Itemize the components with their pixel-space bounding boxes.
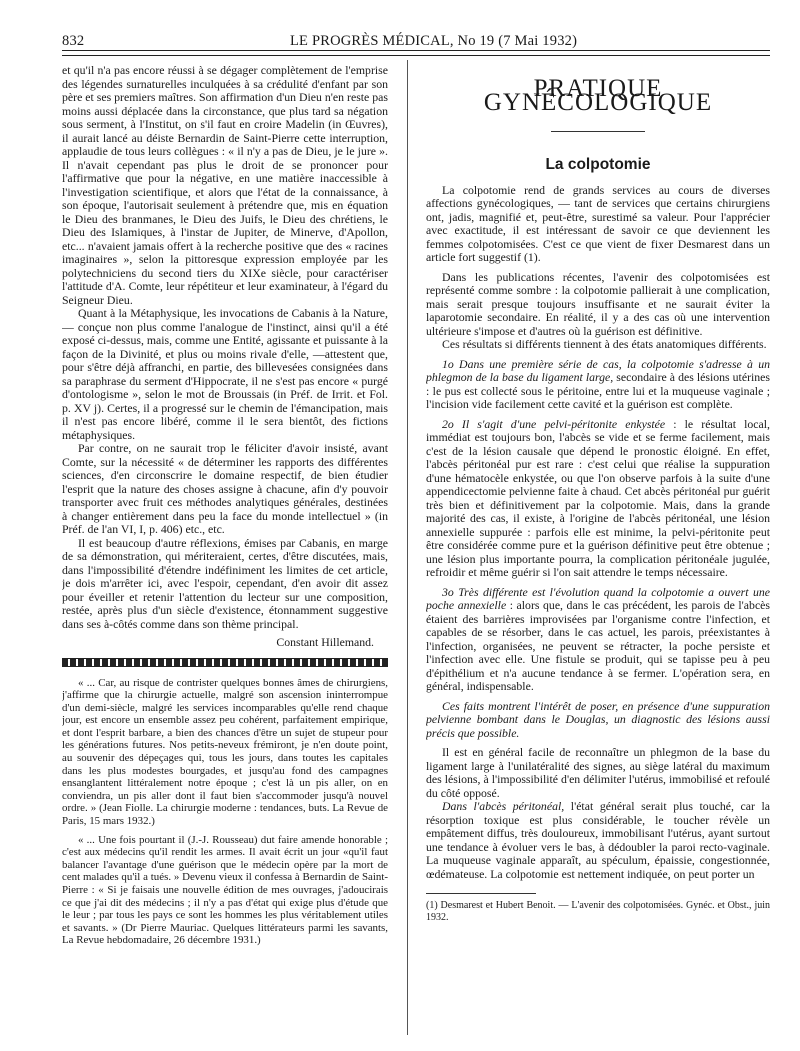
- quote-mauriac: « ... Une fois pourtant il (J.-J. Rousseau) dut faire amende honorable ; c'est aux médecins qu'il rendit les armes. Il avait écrit un jour «qu'il faut balancer l'avantage d'une guérison que le médecin opère par la mort de cent malades qu'il a tués. » Devenu vieux il confessa à Bernardin de Saint-Pierre : « Si je faisais une nouvelle édition de mes ouvrages, j'adoucirais ce que j'ai dit des médecins ; il n'y a pas d'état qui exige plus d'étude que le leur ; par tous les pays ce sont les hommes les plus véritablement utiles et savants. » (Dr Pierre Mauriac. Quelques littérateurs parmi les savants, La Revue hebdomadaire, 26 décembre 1931.): [62, 833, 388, 947]
- right-paragraph-7: [426, 700, 770, 741]
- quote-fiolle: « ... Car, au risque de contrister quelques bonnes âmes de chirurgiens, j'affirme que la chirurgie actuelle, malgré son ascension ininterrompue d'un demi-siècle, malgré les services incomparables qu'elle rend chaque jour, est encore un ensemble assez peu cohérent, parfaitement empirique, et dont l'esprit barbare, a bien des chances d'être un sujet de stupeur pour les générations futures. Nos petits-neveux frémiront, je n'en doute point, au souvenir des dépeçages qui, tous les jours, dans toutes les capitales dans les plus modestes bourgades, et jusqu'au fond des campagnes ensanglantent littéralement notre époque ; c'est là un pis aller, on en conviendra, un pis aller dont il faut bien s'accommoder jusqu'à nouvel ordre. » (Jean Fiolle. La chirurgie moderne : tendances, buts. La Revue de Paris, 15 mars 1932.): [62, 676, 388, 828]
- article-title: La colpotomie: [545, 156, 651, 173]
- section-title: PRATIQUE GYNÉCOLOGIQUE: [483, 75, 713, 116]
- right-paragraph-5: [426, 418, 770, 580]
- case-2-lead: 2o Il s'agit d'une pelvi-péritonite enkystée: [442, 416, 666, 431]
- right-paragraph-8: Il est en général facile de reconnaître un phlegmon de la base du ligament large à l'unilatéralité des signes, au siège latéral du maximum des lésions, à l'impossibilité d'en délimiter l'utérus, immobilisé et refoulé du côté opposé.: [426, 745, 770, 800]
- right-paragraph-1: La colpotomie rend de grands services au cours de diverses affections gynécologiques, — tant de services que certains chirurgiens ont, jadis, magnifié et, peut-être, surestimé sa valeur. Pour l'apprécier avec exactitude, il est intéressant de savoir ce que deviennent les femmes colpotomisées. C'est ce que vient de fixer Desmarest dans un article fort suggestif (1).: [426, 182, 770, 264]
- right-paragraph-2: Dans les publications récentes, l'avenir des colpotomisées est représenté comme sombre : la colpotomie pallierait à une complication, mais serait presque toujours insuffisante et ne saurait éviter la laparotomie secondaire. En réalité, il y a des cas où une intervention ultérieure s'impose et d'autres où la guérison est définitive.: [426, 269, 770, 338]
- running-title: LE PROGRÈS MÉDICAL, No 19 (7 Mai 1932): [290, 33, 578, 49]
- left-paragraph-4: Il est beaucoup d'autre réflexions, émises par Cabanis, en marge de sa démonstration, qui mériteraient, certes, d'être discutées, mais, dans l'impossibilité d'étendre indéfiniment les limites de cet article, je dois m'arrêter ici, avec l'espoir, cependant, d'en avoir dit assez pour éveiller et retenir l'attention du lecteur sur une composition, restée, après plus d'un siècle d'existence, étonnamment suggestive dans ses à-côtés comme dans son thème principal.: [62, 535, 388, 631]
- footnote: (1) Desmarest et Hubert Benoit. — L'avenir des colpotomisées. Gynéc. et Obst., juin 1932.: [426, 900, 770, 923]
- case-1-lead: 1o Dans une première série de cas, la colpotomie s'adresse à un phlegmon de la base du ligament large,: [426, 356, 770, 384]
- right-paragraph-4: [426, 358, 770, 412]
- quote-block: [62, 677, 388, 947]
- left-paragraph-3: Par contre, on ne saurait trop le féliciter d'avoir insisté, avant Comte, sur la nécessité « de déterminer les rapports des différentes sciences, d'en circonscrire le domaine respectif, de bien étudier l'esprit que la nature des choses assigne à chacune, afin d'y pouvoir transporter avec fruit ces méthodes analytiques générales, destinées à changer entièrement dans peu la face du monde intellectuel » (in Préf. de l'an VI, I, p. 406) etc., etc.: [62, 441, 388, 536]
- section-rule: [551, 131, 645, 132]
- page-number: 832: [62, 33, 85, 49]
- right-column: [426, 64, 770, 1034]
- right-paragraph-6: [426, 586, 770, 694]
- case-3-lead: 3o Très différente est l'évolution quand la colpotomie a ouvert une poche annexielle: [426, 584, 770, 612]
- case-3-text: : alors que, dans le cas précédent, les parois de l'abcès étaient des barrières improvisées par l'organisme contre l'infection, et capables de se résorber, dans le cas actuel, les parois, préexistantes à l'infection, organisées, ne peuvent se rétracter, la poche persiste et l'infection avec elle. Une fistule se produit, qui se tapisse peu à peu d'épithélium et n'a aucune tendance à se fermer. L'opération sera, en général, indispensable.: [426, 598, 770, 693]
- header-rule: [62, 50, 770, 56]
- case-2-text: : le résultat local, immédiat est toujours bon, l'abcès se vide et se ferme facilement, mais c'est de la lésion causale que dépend le pronostic éloigné. En effet, l'abcès péritonéal pur est rare : c'est celui que réalise la suppuration d'une hématocèle enkystée, ou que l'on observe parfois à la suite d'une appendicectomie pelvienne faite à chaud. Cet abcès péritonéal pur guérit très bien et définitivement par la colpotomie. Mais, dans la grande majorité des cas, il existe, à l'origine de l'abcès péritonéal, une lésion annexielle suppurée : parfois elle est minime, la pelvi-péritonite peut être considérée comme pure et la guérison définitive peut être obtenue ; une lésion plus importante pourra, la complication péritonéale jugulée, refroidir et même guérir si l'on sait attendre le temps nécessaire.: [426, 416, 770, 579]
- running-header: [62, 31, 770, 51]
- abces-text: l'état général serait plus touché, car la résorption toxique est plus considérable, le toucher révèle un empâtement diffus, très douloureux, immobilisant l'utérus, ayant surtout une tendance à évoluer vers le bas, à dédoubler la paroi recto-vaginale. La muqueuse vaginale apparaît, au spéculum, épaissie, congestionnée, œdémateuse. La colpotomie est nettement indiquée, on peut porter un: [426, 799, 770, 881]
- left-paragraph-1: et qu'il n'a pas encore réussi à se dégager complètement de l'emprise des légendes surnaturelles inculquées à sa crédulité d'enfant par son père et ses premiers maîtres. Son affirmation d'un Dieu n'en reste pas moins aussi déplacée dans la circonstance, que plus tard sa négation sous serment, à l'Institut, on s'il faut en croire Madelin (in Œuvres), il aurait lancé au déiste Bernardin de Saint-Pierre cette interruption, applaudie de tous leurs collègues : « il n'y a pas de Dieu, je le jure ». Il n'avait cependant pas plus le droit de se prononcer pour l'affirmative que pour la négative, en une matière inaccessible à l'investigation scientifique, et alors que l'état de la connaissance, à son époque, l'autorisait seulement à prétendre que, mis en équation le Dieu des branmanes, le Dieu des Juifs, le Dieu des chrétiens, le Dieu des Islamiques, à l'instar de Jupiter, de Minerve, d'Apollon, etc... n'avaient jamais offert à la recherche positive que des « racines imaginaires », selon la pittoresque expression employée par les polytechniciens du second tiers du XIXe siècle, pour caractériser l'attitude d'A. Comte, leur répétiteur et leur examinateur, à l'égard du Seigneur Dieu.: [62, 64, 388, 307]
- ornamental-divider: [62, 658, 388, 667]
- case-1-text: secondaire à des lésions utérines : le pus est collecté sous le péritoine, entre lui et la muqueuse vaginale ; l'incision vide facilement cette cavité et la guérison est complète.: [426, 370, 770, 411]
- footnote-rule: [426, 893, 536, 894]
- left-paragraph-2: Quant à la Métaphysique, les invocations de Cabanis à la Nature, — conçue non plus comme l'analogue de l'instinct, ainsi qu'il a été exposé ci-dessus, mais, comme une Entité, agissante et puissante à la façon de la Divinité, et plus ou moins rivale d'elle, —attestent que, pour s'être déjà affranchi, en partie, des billevesées consignées dans sa paraphrase du serment d'Hippocrate, il ne s'est pas encore « purgé d'ontologisme », selon le mot de Broussais (in Préf. de Irrit. et Fol. p. XV j). Certes, il a progressé sur le chemin de l'émancipation, mais il n'est pas encore libéré, comme il le sera bientôt, des fictions métaphysiques.: [62, 306, 388, 442]
- right-paragraph-9: [426, 800, 770, 881]
- left-column: [62, 64, 388, 1034]
- diagnosis-note: Ces faits montrent l'intérêt de poser, en présence d'une suppuration pelvienne bombant dans le Douglas, un diagnostic des lésions aussi précis que possible.: [426, 698, 770, 740]
- author-signature: Constant Hillemand.: [276, 635, 374, 649]
- right-paragraph-3: Ces résultats si différents tiennent à des états anatomiques différents.: [442, 337, 767, 351]
- column-divider: [407, 60, 408, 1035]
- abces-lead: Dans l'abcès péritonéal,: [442, 799, 565, 813]
